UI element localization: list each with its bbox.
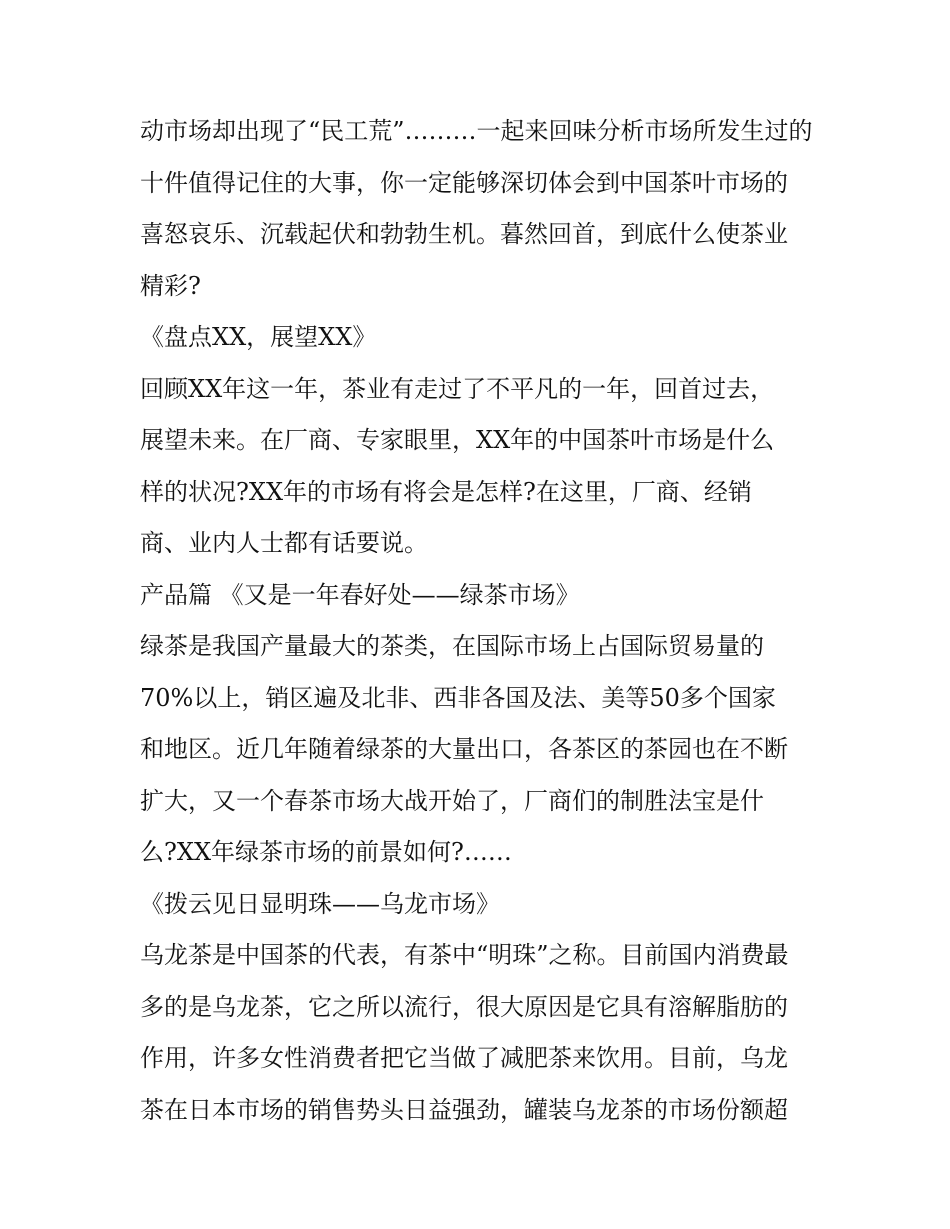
text-line: 喜怒哀乐、沉载起伏和勃勃生机。暮然回首，到底什么使茶业 <box>140 220 788 248</box>
text-line: 乌龙茶是中国茶的代表，有茶中“明珠”之称。目前国内消费最 <box>140 941 789 969</box>
text-line: 70%以上，销区遍及北非、西非各国及法、美等50多个国家 <box>140 683 776 712</box>
text-line: 回顾XX年这一年，茶业有走过了不平凡的一年，回首过去， <box>140 374 775 403</box>
section-heading: 《盘点XX，展望XX》 <box>140 323 377 351</box>
text-line: 么?XX年绿茶市场的前景如何?…… <box>140 838 512 866</box>
text-line: 绿茶是我国产量最大的茶类，在国际市场上占国际贸易量的 <box>140 632 764 660</box>
text-line: 动市场却出现了“民工荒”………一起来回味分析市场所发生过的 <box>140 117 813 145</box>
text-line: 精彩? <box>140 271 201 300</box>
section-heading: 产品篇 《又是一年春好处——绿茶市场》 <box>140 580 580 609</box>
text-line: 十件值得记住的大事，你一定能够深切体会到中国茶叶市场的 <box>140 168 788 197</box>
text-line: 商、业内人士都有话要说。 <box>140 529 428 557</box>
text-line: 样的状况?XX年的市场有将会是怎样?在这里，厂商、经销 <box>140 477 752 506</box>
text-line: 和地区。近几年随着绿茶的大量出口，各茶区的茶园也在不断 <box>140 735 788 763</box>
text-line: 多的是乌龙茶，它之所以流行，很大原因是它具有溶解脂肪的 <box>140 992 788 1021</box>
text-line: 作用，许多女性消费者把它当做了减肥茶来饮用。目前，乌龙 <box>140 1044 788 1072</box>
text-line: 茶在日本市场的销售势头日益强劲，罐装乌龙茶的市场份额超 <box>140 1095 788 1124</box>
text-line: 扩大，又一个春茶市场大战开始了，厂商们的制胜法宝是什 <box>140 786 764 815</box>
document-body <box>140 106 820 1136</box>
text-line: 展望未来。在厂商、专家眼里，XX年的中国茶叶市场是什么 <box>140 426 775 454</box>
section-heading: 《拨云见日显明珠——乌龙市场》 <box>140 889 500 918</box>
